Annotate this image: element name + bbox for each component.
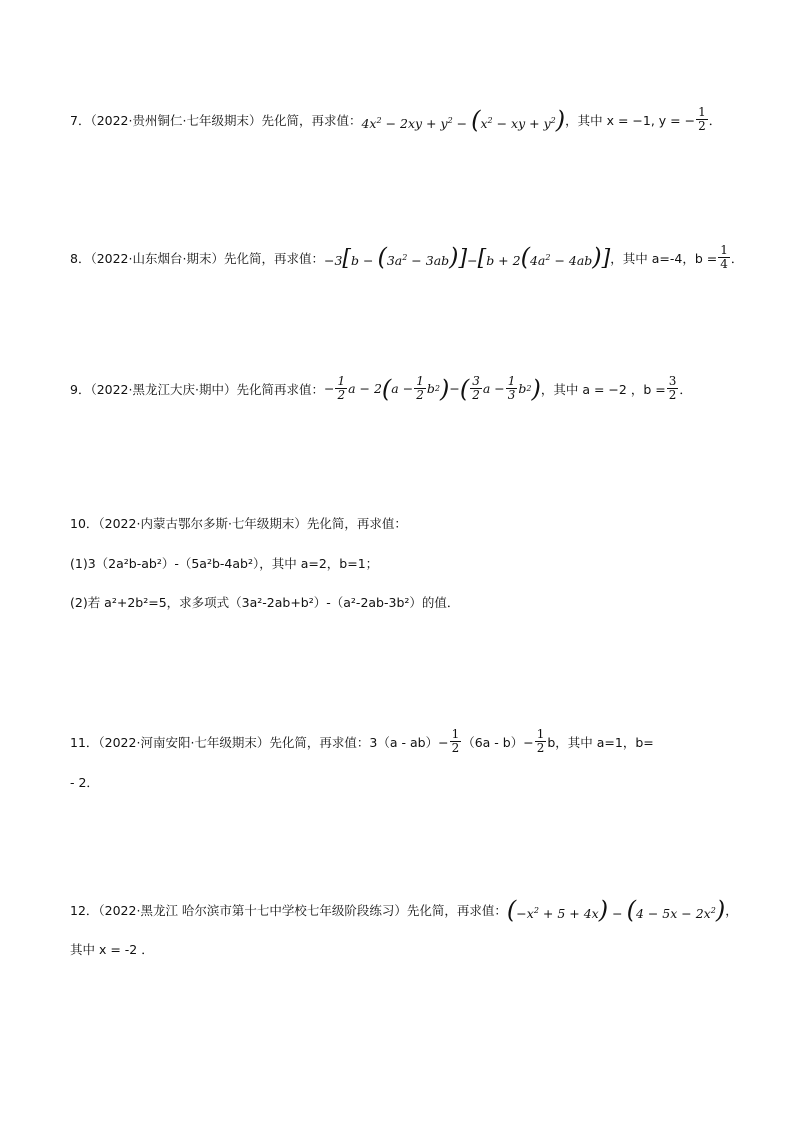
problem-10-part-1: (1)3（2a²b-ab²）-（5a²b-4ab²），其中 a=2，b=1； bbox=[70, 556, 379, 571]
problem-9: 9．（2022·黑龙江大庆·期中）先化简再求值： − $\frac{1}{2}$ a − 2 ( a − $\frac{1}{2}$ b 2 ) − ( $\frac{3}{2}$ a − $\frac{1}{3}$ b 2 ) ，其中 a = −2 ，b = $\frac{3}{2}$ ． bbox=[70, 374, 692, 403]
problem-12: 12．（2022·黑龙江 哈尔滨市第十七中学校七年级阶段练习）先化简，再求值： $(-x^2 + 5 + 4x) - (4 - 5x - 2x^2)$ ， bbox=[70, 896, 738, 924]
problem-9-condition: ，其中 a = −2 ，b = bbox=[540, 381, 666, 397]
problem-8: 8．（2022·山东烟台·期末）先化简，再求值： $-3[b - (3a^2 - 3ab)]-[b + 2(4a^2 - 4ab)]$ ，其中 a=-4，b = $\frac{1}{4}$ ． bbox=[70, 243, 744, 271]
problem-11-fraction-2: $\frac{1}{2}$ bbox=[536, 727, 545, 755]
problem-12-expression: $(-x^2 + 5 + 4x) - (4 - 5x - 2x^2)$ bbox=[506, 896, 726, 924]
problem-10-part-2: (2)若 a²+2b²=5，求多项式（3a²-2ab+b²）-（a²-2ab-3b²）的值． bbox=[70, 595, 460, 610]
problem-11-prefix: 11．（2022·河南安阳·七年级期末）先化简，再求值：3（a - ab）− bbox=[70, 734, 449, 750]
problem-7-condition: ，其中 x = −1, y = − bbox=[565, 112, 696, 128]
problem-7-fraction: $\frac{1}{2}$ bbox=[698, 105, 706, 133]
problem-11: 11．（2022·河南安阳·七年级期末）先化简，再求值：3（a - ab）− $\frac{1}{2}$ （6a - b）− $\frac{1}{2}$ b，其中 a=1，b= bbox=[70, 727, 654, 755]
problem-8-condition: ，其中 a=-4，b = bbox=[610, 250, 718, 266]
problem-7-prefix: 7．（2022·贵州铜仁·七年级期末）先化简，再求值： bbox=[70, 112, 362, 128]
problem-9-expression: − $\frac{1}{2}$ a − 2 ( a − $\frac{1}{2}$ b 2 ) − ( $\frac{3}{2}$ a − $\frac{1}{3}$ b 2 ) bbox=[323, 374, 541, 403]
problem-12-prefix: 12．（2022·黑龙江 哈尔滨市第十七中学校七年级阶段练习）先化简，再求值： bbox=[70, 903, 507, 918]
problem-9-fraction: $\frac{3}{2}$ bbox=[668, 374, 677, 402]
problem-11-line-2: - 2． bbox=[70, 775, 99, 790]
problem-10-title: 10．（2022·内蒙古鄂尔多斯·七年级期末）先化简，再求值： bbox=[70, 516, 407, 531]
problem-12-line-2: 其中 x = -2 ． bbox=[70, 942, 154, 957]
problem-8-expression: $-3[b - (3a^2 - 3ab)]-[b + 2(4a^2 - 4ab)]$ bbox=[323, 243, 611, 271]
problem-8-prefix: 8．（2022·山东烟台·期末）先化简，再求值： bbox=[70, 250, 324, 266]
problem-11-fraction-1: $\frac{1}{2}$ bbox=[451, 727, 460, 755]
problem-8-fraction: $\frac{1}{4}$ bbox=[720, 243, 728, 271]
problem-7: 7．（2022·贵州铜仁·七年级期末）先化简，再求值： $4x^2 - 2xy + y^2 - (x^2$ − xy + $y^2$) ，其中 x = −1, y = − $\frac{1}{2}$ ． bbox=[70, 105, 722, 134]
problem-9-prefix: 9．（2022·黑龙江大庆·期中）先化简再求值： bbox=[70, 381, 324, 397]
problem-7-expression: $4x^2 - 2xy + y^2 - (x^2$ − xy + $y^2$) bbox=[361, 105, 566, 134]
